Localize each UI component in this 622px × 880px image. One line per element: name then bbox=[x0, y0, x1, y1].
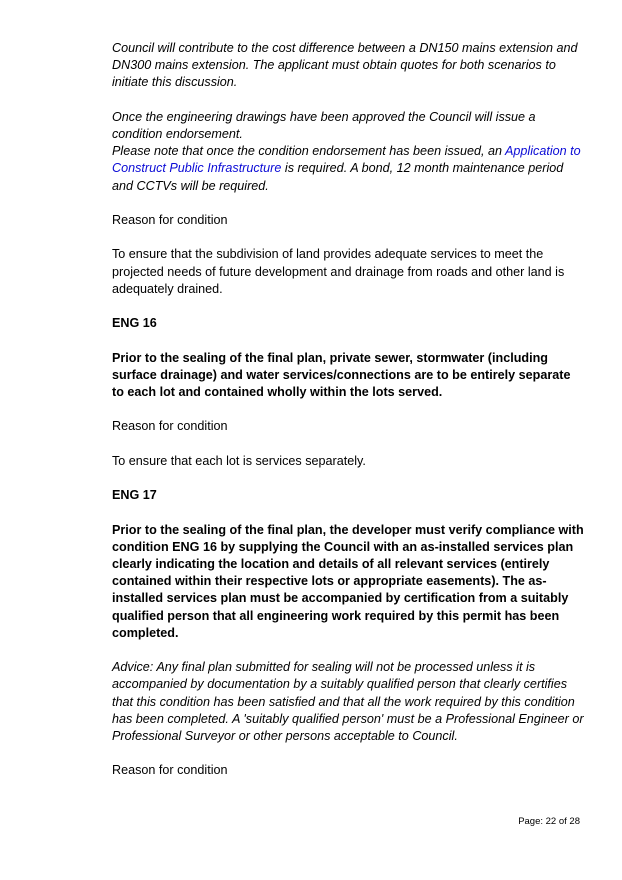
reason-text-services: To ensure that each lot is services separately. bbox=[112, 453, 366, 468]
reason-for-condition-label: Reason for condition bbox=[112, 763, 228, 778]
application-note-text-end: is required. A bond, 12 month maintenance period and CCTVs will be required. bbox=[112, 161, 564, 193]
eng17-heading: ENG 17 bbox=[112, 488, 157, 503]
eng17-condition-text: Prior to the sealing of the final plan, the developer must verify compliance with condition ENG 16 by supplying the Council with an as-installed services plan clearly indicating the location and details of all relevant services (entirely contained within their respective lots or appropriate easements). The as-installed services plan must be accompanied by certification from a suitably qualified person that all engineering work required by this permit has been completed. bbox=[112, 522, 584, 640]
document-body bbox=[112, 40, 584, 797]
advice-paragraph: Advice: Any final plan submitted for sealing will not be processed unless it is accompanied by documentation by a suitably qualified person that clearly certifies that this condition has been satisfied and that all the work required by this condition has been completed. A 'suitably qualified person' must be a Professional Engineer or Professional Surveyor or other persons acceptable to Council. bbox=[112, 660, 584, 743]
reason-text-subdivision: To ensure that the subdivision of land provides adequate services to meet the projected needs of future development and drainage from roads and other land is adequately drained. bbox=[112, 247, 565, 296]
page-number: Page: 22 of 28 bbox=[518, 816, 580, 827]
application-note-text-start: Please note that once the condition endorsement has been issued, an bbox=[112, 144, 506, 159]
eng16-heading: ENG 16 bbox=[112, 316, 157, 331]
endorsement-paragraph: Once the engineering drawings have been approved the Council will issue a condition endorsement. bbox=[112, 109, 536, 141]
application-note-paragraph bbox=[112, 143, 584, 195]
reason-for-condition-label: Reason for condition bbox=[112, 213, 228, 227]
application-to-construct-link[interactable]: Application to Construct Public Infrastructure bbox=[112, 144, 581, 176]
contribution-paragraph: Council will contribute to the cost difference between a DN150 mains extension and DN300 mains extension. The applicant must obtain quotes for both scenarios to initiate this discussion. bbox=[112, 41, 578, 90]
eng16-condition-text: Prior to the sealing of the final plan, private sewer, stormwater (including surface drainage) and water services/connections are to be entirely separate to each lot and contained wholly within the lots served. bbox=[112, 350, 571, 399]
reason-for-condition-label: Reason for condition bbox=[112, 419, 228, 434]
